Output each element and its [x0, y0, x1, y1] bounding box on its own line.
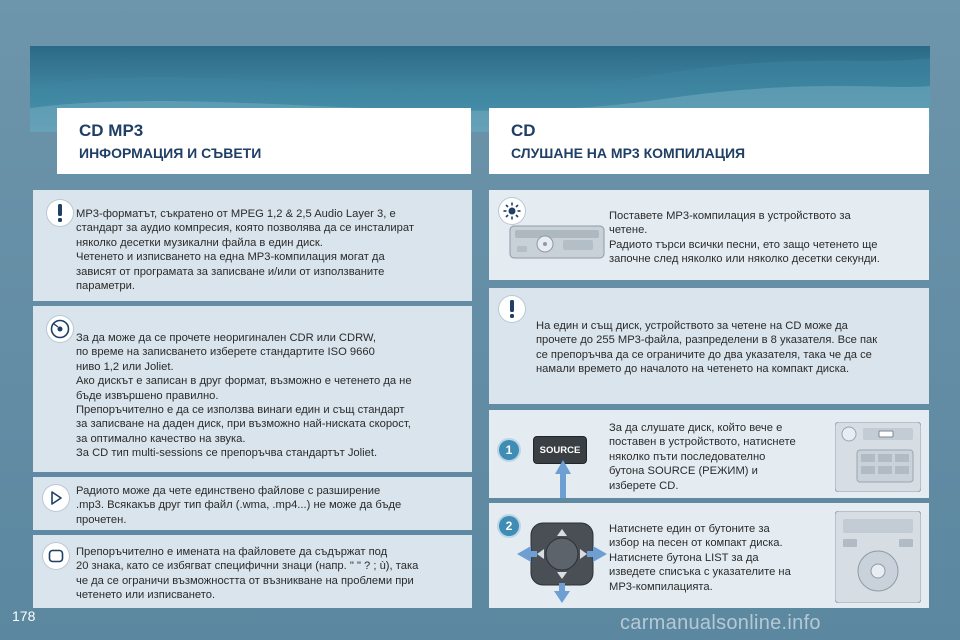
- right-section-subtitle: СЛУШАНЕ НА МР3 КОМПИЛАЦИЯ: [511, 145, 746, 161]
- info-panel-file-names: [33, 535, 472, 608]
- navigation-pad-illustration: [517, 517, 607, 603]
- source-step-text: За да слушате диск, който вече е поставен в устройството, натиснете няколко пъти последователно бутона SOURCE (РЕЖИМ) и изберете CD.: [609, 422, 796, 492]
- arrow-up-icon: [555, 460, 571, 498]
- radio-panel-illustration: [835, 422, 921, 492]
- sun-icon: [499, 198, 525, 224]
- watermark: carmanualsonline.info: [620, 612, 821, 634]
- info-panel-folder-limit: [489, 288, 929, 404]
- exclamation-icon: [47, 200, 73, 226]
- exclamation-icon: [499, 296, 525, 322]
- info-panel-mp3-format: [33, 190, 472, 301]
- source-button: SOURCE: [533, 436, 587, 464]
- step-panel-source: [489, 410, 929, 498]
- info-panel-cdr-cdrw: [33, 306, 472, 472]
- right-section-header: [489, 108, 929, 174]
- play-icon: [43, 485, 69, 511]
- info-panel-file-extension: [33, 477, 472, 530]
- left-section-title: CD MP3: [79, 121, 144, 140]
- mp3-format-text: МР3-форматът, съкратено от МРЕG 1,2 & 2,5 Audio Layer 3, е стандарт за аудио компресия, която позволява да се инсталират няколко десетки музикални файла в един диск. Четенето и изписването на една МР3-компилация могат да зависят от програмата за записване и/или от използваните параметри.: [76, 208, 414, 293]
- right-section-title: CD: [511, 121, 536, 140]
- track-select-text: Натиснете един от бутоните за избор на песен от компакт диска. Натиснете бутона LIST за да изведете списъка с указателите на МР3-компилацията.: [609, 523, 791, 593]
- step-2-badge: 2: [499, 516, 519, 536]
- radio-faceplate-illustration: [835, 511, 921, 603]
- cdr-cdrw-text: За да може да се прочете неоригинален CDR или CDRW, по време на записването изберете стандартите ISO 9660 ниво 1,2 или Joliet. Ако дискът е записан в друг формат, възможно е четенето да не бъде извършено правилно. Препоръчително е да се използва винаги един и същ стандарт за записване на даден диск, при възможно най-ниската скорост, за оптимално качество на звука. За CD тип multi-sessions се препоръчва стандартът Joliet.: [76, 332, 412, 460]
- step-panel-track-select: [489, 503, 929, 608]
- left-section-subtitle: ИНФОРМАЦИЯ И СЪВЕТИ: [79, 145, 262, 161]
- page-number: 178: [12, 608, 36, 624]
- folder-limit-text: На един и същ диск, устройството за четене на CD може да прочете до 255 МР3-файла, разпределени в 8 указателя. Все пак се препоръчва да се ограничите до два указателя, така че да се намали времето до началото на четенето на компакт диска.: [536, 320, 878, 376]
- file-extension-text: Радиото може да чете единствено файлове с разширение .mp3. Всякакъв друг тип файл (.wma, .mp4...) не може да бъде прочетен.: [76, 485, 402, 526]
- step-1-badge: 1: [499, 440, 519, 460]
- left-section-header: [57, 108, 471, 174]
- disc-icon: [47, 316, 73, 342]
- file-names-text: Препоръчително е имената на файловете да съдържат под 20 знака, като се избягват специфични знаци (напр. " " ? ; ù), така че да се ограничи възможността от възникване на проблеми при четенето или изписването.: [76, 546, 419, 602]
- info-panel-insert-compilation: [489, 190, 929, 280]
- cd-player-illustration: [509, 224, 605, 260]
- insert-compilation-text: Поставете МР3-компилация в устройството за четене. Радиото търси всички песни, ето защо четенето ще започне след няколко или няколко десетки секунди.: [609, 210, 880, 266]
- note-icon: [43, 543, 69, 569]
